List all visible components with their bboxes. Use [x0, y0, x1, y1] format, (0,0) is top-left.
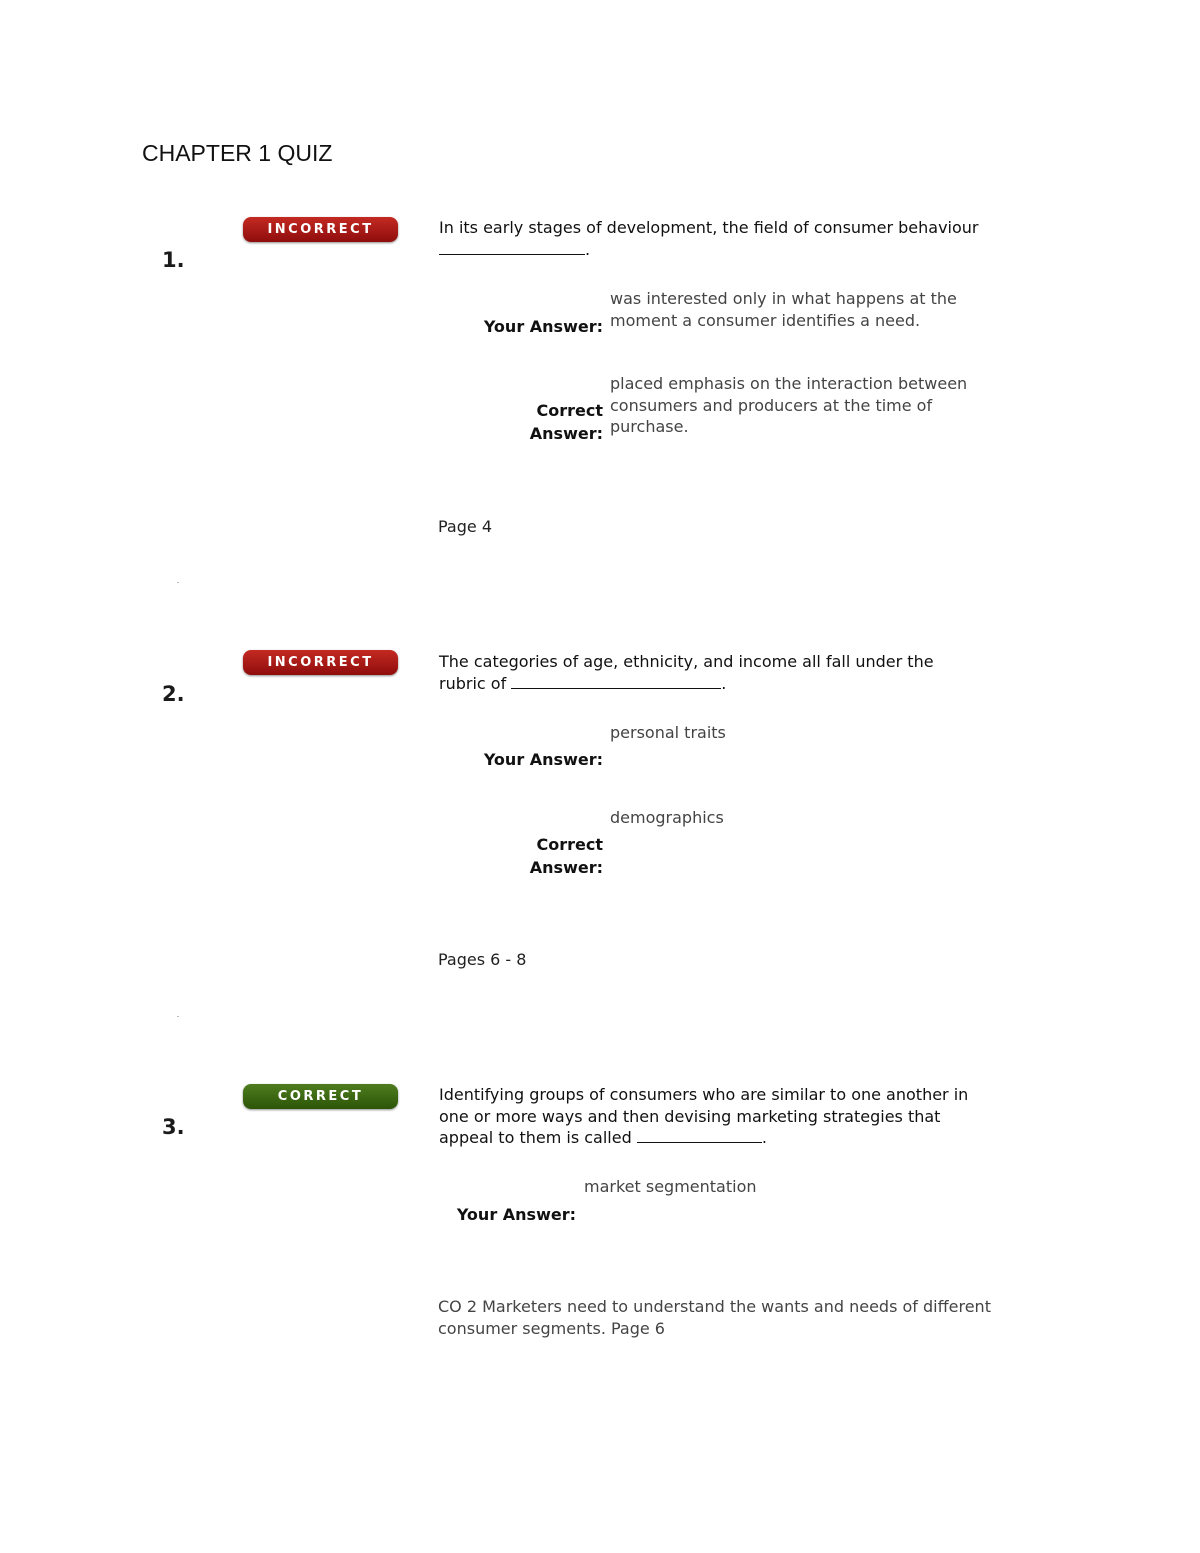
- question-text: [439, 1084, 1049, 1149]
- your-answer-label: Your Answer:: [483, 317, 603, 336]
- question-number: 3.: [162, 1115, 185, 1139]
- page-title: CHAPTER 1 QUIZ: [142, 140, 333, 166]
- question-stem-line1: Identifying groups of consumers who are similar to one another in: [439, 1085, 969, 1104]
- your-answer-text: personal traits: [610, 723, 726, 742]
- answer-blank: [637, 1127, 762, 1143]
- your-answer-text: was interested only in what happens at the moment a consumer identifies a need.: [610, 289, 957, 330]
- incorrect-badge: INCORRECT: [243, 650, 398, 675]
- question-text: [439, 651, 1049, 694]
- correct-label-line2: Answer:: [529, 857, 603, 877]
- answer-blank: [511, 673, 721, 689]
- question-number: 2.: [162, 682, 185, 706]
- page-reference: Page 4: [438, 517, 492, 536]
- question-stem: In its early stages of development, the field of consumer behaviour: [439, 218, 979, 237]
- incorrect-badge: INCORRECT: [243, 217, 398, 242]
- question-number: 1.: [162, 248, 185, 272]
- correct-label-line1: Correct: [536, 835, 603, 854]
- question-tail: .: [721, 673, 727, 693]
- question-tail: .: [585, 239, 591, 259]
- question-stem-line3: appeal to them is called: [439, 1128, 632, 1147]
- correct-answer-text: demographics: [610, 808, 724, 827]
- correct-label-line1: Correct: [536, 401, 603, 420]
- correct-answer-text: placed emphasis on the interaction between consumers and producers at the time of purchase.: [610, 374, 968, 436]
- correct-label-line2: Answer:: [529, 423, 603, 443]
- question-stem-line2: one or more ways and then devising marketing strategies that: [439, 1106, 941, 1126]
- page-reference: Pages 6 - 8: [438, 950, 527, 969]
- question-text: [439, 217, 1049, 260]
- answer-blank: [439, 239, 585, 255]
- question-tail: .: [761, 1128, 767, 1147]
- your-answer-label: Your Answer:: [483, 750, 603, 769]
- correct-badge: CORRECT: [243, 1084, 398, 1109]
- learning-objective-reference: CO 2 Marketers need to understand the wants and needs of different consumer segments. Page 6: [438, 1297, 991, 1338]
- correct-answer-label: [430, 400, 603, 445]
- question-stem-line1: The categories of age, ethnicity, and income all fall under the: [439, 652, 934, 671]
- question-stem-line2: rubric of: [439, 673, 507, 693]
- your-answer-text: market segmentation: [584, 1177, 757, 1196]
- your-answer-label: Your Answer:: [456, 1205, 576, 1224]
- separator-dot: [177, 1016, 179, 1017]
- separator-dot: [177, 582, 179, 583]
- correct-answer-label: [430, 834, 603, 879]
